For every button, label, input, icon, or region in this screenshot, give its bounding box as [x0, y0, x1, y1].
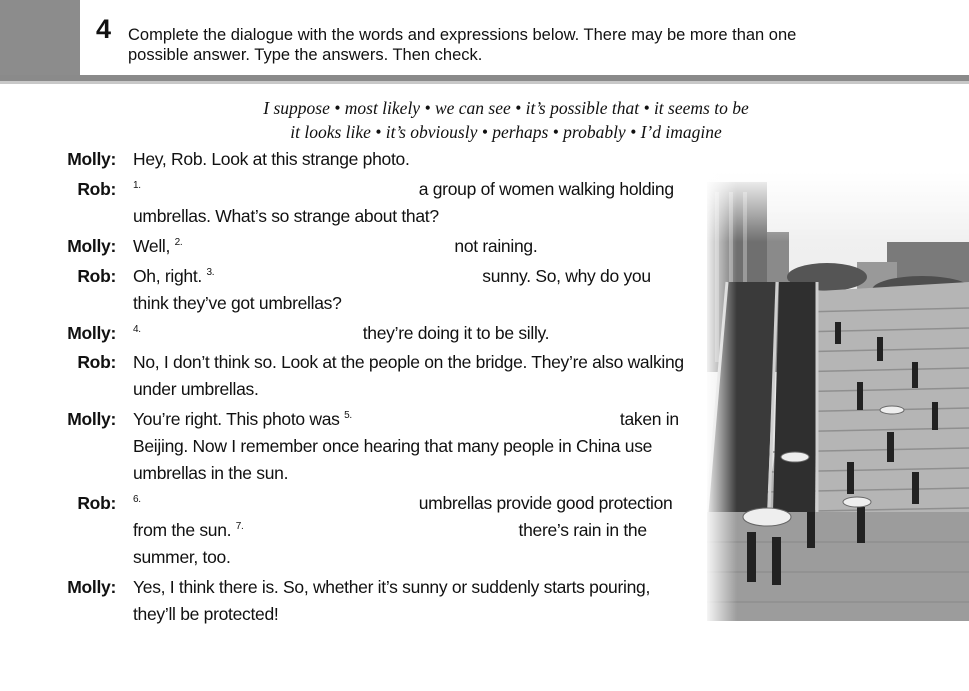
exercise-instructions: [128, 25, 888, 65]
blank-number: 1.: [133, 180, 141, 192]
dialogue-text: umbrellas provide good protection: [418, 493, 673, 513]
instructions-line-2: possible answer. Type the answers. Then check.: [128, 46, 483, 64]
dialogue-line: Yes, I think there is. So, whether it’s sunny or suddenly starts pouring,: [133, 577, 651, 597]
speaker-rob: Rob:: [77, 179, 116, 199]
dialogue-line: No, I don’t think so. Look at the people on the bridge. They’re also walking: [133, 352, 684, 372]
speaker-molly: Molly:: [67, 577, 116, 597]
beijing-stairs-photo: [707, 172, 969, 621]
speaker-rob: Rob:: [77, 352, 116, 372]
dialogue-line: summer, too.: [133, 547, 231, 567]
speaker-molly: Molly:: [67, 409, 116, 429]
word-bank: [196, 96, 816, 144]
word-bank-line-2: it looks like • it’s obviously • perhaps • probably • I’d imagine: [290, 122, 722, 142]
dialogue-text: they’re doing it to be silly.: [362, 323, 550, 343]
dialogue-line: think they’ve got umbrellas?: [133, 293, 342, 313]
header-gray-block: [0, 0, 80, 75]
dialogue-line: Hey, Rob. Look at this strange photo.: [133, 149, 410, 169]
dialogue-line: umbrellas in the sun.: [133, 463, 289, 483]
blank-number: 3.: [206, 267, 215, 279]
dialogue-text: a group of women walking holding: [418, 179, 674, 199]
dialogue-line: Beijing. Now I remember once hearing that many people in China use: [133, 436, 653, 456]
blank-number: 7.: [235, 521, 244, 533]
dialogue-line: [133, 520, 647, 541]
dialogue-line: [133, 409, 679, 430]
speaker-molly: Molly:: [67, 236, 116, 256]
dialogue-text: You’re right. This photo was: [133, 409, 340, 429]
blank-number: 4.: [133, 324, 141, 336]
dialogue-line: umbrellas. What’s so strange about that?: [133, 206, 439, 226]
blank-number: 2.: [174, 237, 183, 249]
instructions-line-1: Complete the dialogue with the words and expressions below. There may be more than one: [128, 26, 797, 44]
dialogue-text: there’s rain in the: [518, 520, 647, 540]
dialogue-text: Well,: [133, 236, 171, 256]
dialogue-line: under umbrellas.: [133, 379, 259, 399]
dialogue-line: they’ll be protected!: [133, 604, 279, 624]
speaker-molly: Molly:: [67, 149, 116, 169]
dialogue-text: Oh, right.: [133, 266, 202, 286]
dialogue-text: not raining.: [454, 236, 538, 256]
exercise-number: 4: [96, 14, 112, 44]
speaker-molly: Molly:: [67, 323, 116, 343]
dialogue-line: [133, 179, 674, 200]
dialogue-line: [133, 493, 672, 514]
dialogue-line: [133, 323, 549, 344]
word-bank-line-1: I suppose • most likely • we can see • it’s possible that • it seems to be: [263, 98, 749, 118]
dialogue-text: taken in: [619, 409, 679, 429]
dialogue-line: [133, 266, 651, 287]
dialogue-text: from the sun.: [133, 520, 232, 540]
speaker-rob: Rob:: [77, 493, 116, 513]
dialogue-line: [133, 236, 537, 257]
blank-number: 5.: [344, 410, 352, 422]
speaker-rob: Rob:: [77, 266, 116, 286]
blank-number: 6.: [133, 494, 141, 506]
dialogue-text: sunny. So, why do you: [482, 266, 651, 286]
header-rule-light: [0, 81, 969, 84]
